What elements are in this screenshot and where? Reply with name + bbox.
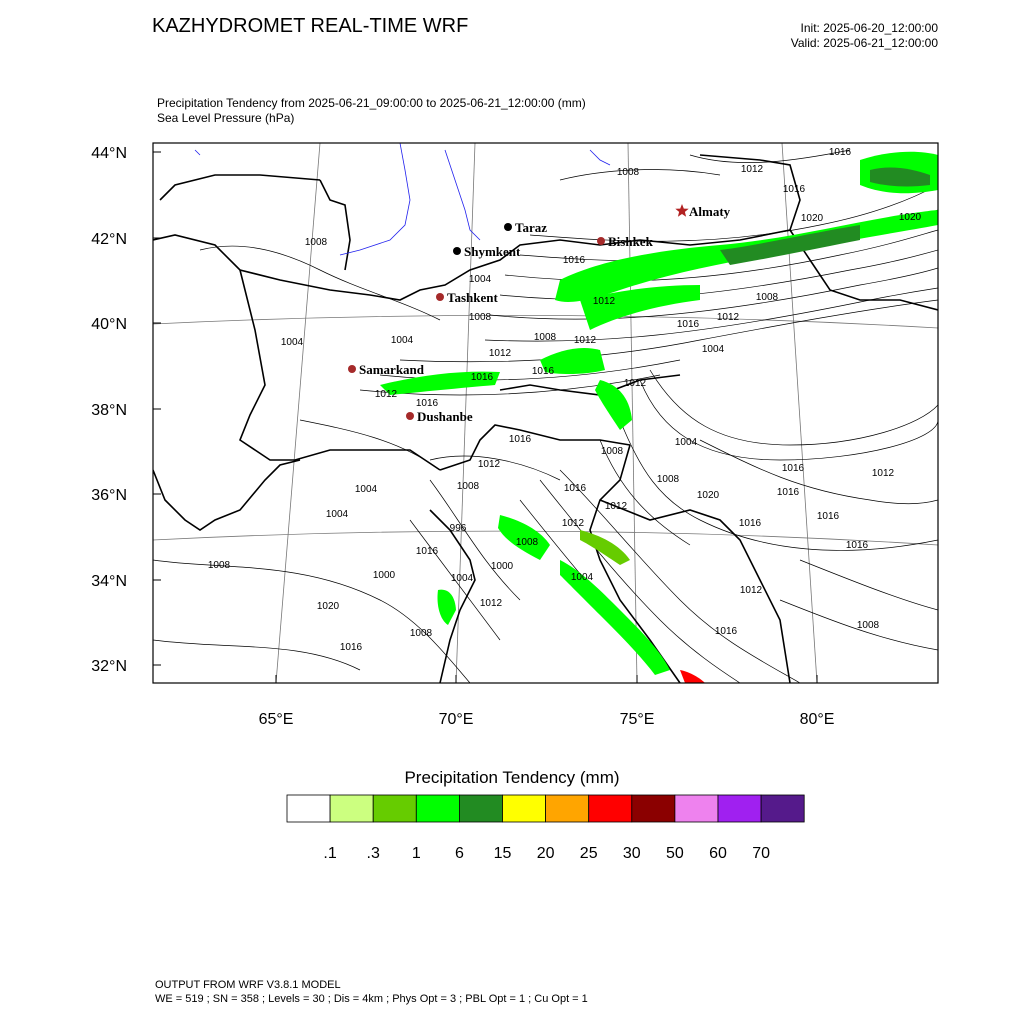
- pressure-label: 1012: [374, 389, 398, 400]
- pressure-label: 1008: [409, 628, 433, 639]
- legend-tick-label: 50: [666, 845, 684, 862]
- pressure-label: 1012: [623, 378, 647, 389]
- pressure-label: 1012: [592, 296, 616, 307]
- pressure-label: 1004: [390, 335, 414, 346]
- pressure-label: 1008: [856, 620, 880, 631]
- pressure-label: 1012: [739, 585, 763, 596]
- map-title: KAZHYDROMET REAL-TIME WRF: [152, 15, 469, 37]
- pressure-label: 1016: [562, 255, 586, 266]
- pressure-label: 1004: [468, 274, 492, 285]
- legend-swatch: [287, 795, 330, 822]
- lat-label: 40°N: [91, 316, 127, 333]
- lat-label: 44°N: [91, 145, 127, 162]
- pressure-label: 1016: [782, 184, 806, 195]
- pressure-label: 1008: [468, 312, 492, 323]
- pressure-label: 1008: [515, 537, 539, 548]
- pressure-label: 1008: [616, 167, 640, 178]
- legend-swatch: [503, 795, 546, 822]
- city-label: Almaty: [689, 204, 731, 219]
- pressure-label: 1008: [533, 332, 557, 343]
- city-label: Tashkent: [447, 290, 498, 305]
- city-dot-icon: [406, 412, 414, 420]
- precip-subtitle: Precipitation Tendency from 2025-06-21_09:00:00 to 2025-06-21_12:00:00 (mm): [157, 96, 586, 110]
- pressure-label: 1016: [563, 483, 587, 494]
- legend-swatch: [459, 795, 502, 822]
- pressure-label: 1016: [531, 366, 555, 377]
- pressure-label: 1016: [470, 372, 494, 383]
- pressure-label: 1008: [755, 292, 779, 303]
- lat-label: 36°N: [91, 487, 127, 504]
- legend-swatch: [546, 795, 589, 822]
- pressure-label: 1016: [816, 511, 840, 522]
- pressure-label: 1016: [415, 546, 439, 557]
- pressure-label: 1016: [776, 487, 800, 498]
- pressure-label: 1008: [656, 474, 680, 485]
- city-dot-icon: [504, 223, 512, 231]
- pressure-label: 1012: [561, 518, 585, 529]
- city-dushanbe: [406, 409, 473, 424]
- lat-label: 42°N: [91, 231, 127, 248]
- pressure-label: 1016: [415, 398, 439, 409]
- pressure-label: 1000: [372, 570, 396, 581]
- legend-tick-label: 1: [411, 845, 421, 862]
- pressure-label: 1016: [339, 642, 363, 653]
- pressure-label: 1008: [304, 237, 328, 248]
- legend-tick-label: 6: [454, 845, 464, 862]
- pressure-label: 1016: [845, 540, 869, 551]
- legend-swatch: [330, 795, 373, 822]
- pressure-label: 1016: [828, 147, 852, 158]
- pressure-label: 1004: [354, 484, 378, 495]
- valid-time: Valid: 2025-06-21_12:00:00: [790, 36, 938, 50]
- pressure-label: 996: [449, 523, 467, 534]
- legend-tick-label: 15: [493, 845, 512, 862]
- pressure-label: 1000: [490, 561, 514, 572]
- legend-swatch: [761, 795, 804, 822]
- legend-tick-label: 70: [752, 845, 770, 862]
- pressure-label: 1020: [316, 601, 340, 612]
- city-dot-icon: [453, 247, 461, 255]
- pressure-label: 1012: [740, 164, 764, 175]
- pressure-label: 1012: [573, 335, 597, 346]
- legend-title: Precipitation Tendency (mm): [404, 768, 620, 787]
- lon-label: 80°E: [799, 711, 835, 728]
- lat-label: 38°N: [91, 402, 127, 419]
- lon-label: 75°E: [619, 711, 655, 728]
- pressure-label: 1004: [674, 437, 698, 448]
- lat-axis: [91, 145, 161, 675]
- city-dot-icon: [436, 293, 444, 301]
- pressure-label: 1020: [800, 213, 824, 224]
- pressure-label: 1020: [898, 212, 922, 223]
- init-time: Init: 2025-06-20_12:00:00: [800, 21, 938, 35]
- pressure-label: 1016: [738, 518, 762, 529]
- legend-swatch: [632, 795, 675, 822]
- legend-tick-label: .1: [323, 845, 337, 862]
- legend-swatch: [675, 795, 718, 822]
- city-samarkand: [348, 362, 425, 377]
- pressure-label: 1004: [325, 509, 349, 520]
- legend-tick-label: 25: [579, 845, 598, 862]
- pressure-label: 1016: [714, 626, 738, 637]
- pressure-label: 1004: [450, 573, 474, 584]
- precip-legend: [287, 795, 804, 862]
- pressure-label: 1016: [781, 463, 805, 474]
- legend-tick-label: 30: [622, 845, 641, 862]
- city-shymkent: [453, 244, 521, 259]
- model-params-footer: WE = 519 ; SN = 358 ; Levels = 30 ; Dis = 4km ; Phys Opt = 3 ; PBL Opt = 1 ; Cu Opt = 1: [155, 993, 588, 1005]
- pressure-label: 1008: [600, 446, 624, 457]
- city-dot-icon: [348, 365, 356, 373]
- model-footer: OUTPUT FROM WRF V3.8.1 MODEL: [155, 979, 341, 991]
- pressure-label: 1008: [207, 560, 231, 571]
- pressure-label: 1020: [696, 490, 720, 501]
- pressure-label: 1004: [280, 337, 304, 348]
- legend-swatch: [589, 795, 632, 822]
- city-dot-icon: [597, 237, 605, 245]
- pressure-label: 1016: [676, 319, 700, 330]
- city-label: Samarkand: [359, 362, 425, 377]
- legend-tick-label: 20: [536, 845, 555, 862]
- lon-label: 65°E: [258, 711, 294, 728]
- pressure-label: 1012: [477, 459, 501, 470]
- lat-label: 34°N: [91, 573, 127, 590]
- lat-label: 32°N: [91, 658, 127, 675]
- legend-tick-label: .3: [366, 845, 380, 862]
- pressure-label: 1012: [716, 312, 740, 323]
- city-label: Taraz: [515, 220, 548, 235]
- pressure-label: 1004: [570, 572, 594, 583]
- pressure-label: 1016: [508, 434, 532, 445]
- pressure-label: 1008: [456, 481, 480, 492]
- pressure-label: 1012: [604, 501, 628, 512]
- pressure-label: 1012: [871, 468, 895, 479]
- legend-swatch: [416, 795, 459, 822]
- legend-swatch: [373, 795, 416, 822]
- legend-swatch: [718, 795, 761, 822]
- slp-subtitle: Sea Level Pressure (hPa): [157, 111, 295, 125]
- lon-label: 70°E: [438, 711, 474, 728]
- pressure-label: 1012: [479, 598, 503, 609]
- legend-tick-label: 60: [709, 845, 727, 862]
- pressure-label: 1004: [701, 344, 725, 355]
- pressure-label: 1012: [488, 348, 512, 359]
- city-label: Shymkent: [464, 244, 521, 259]
- city-label: Bishkek: [608, 234, 653, 249]
- city-label: Dushanbe: [417, 409, 473, 424]
